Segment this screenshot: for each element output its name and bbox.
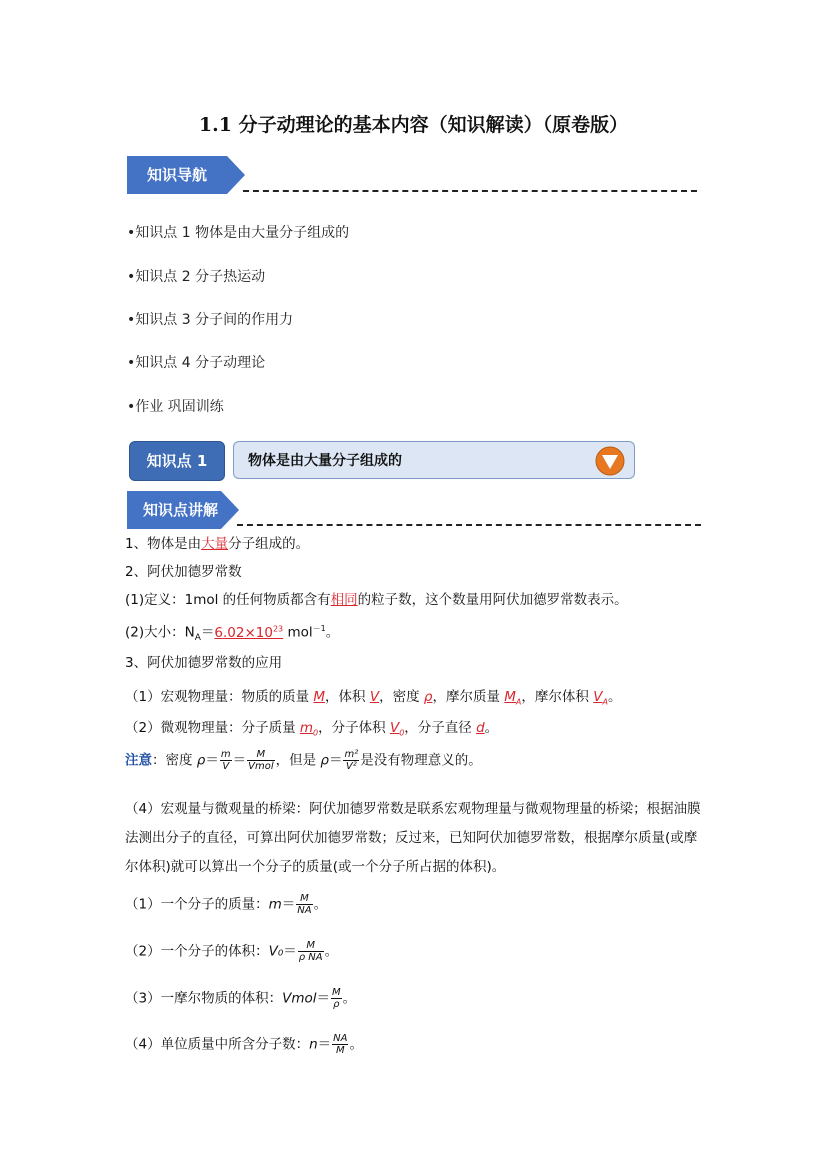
nav-banner-divider — [243, 190, 697, 192]
formula-4: （4）单位质量中所含分子数：n＝ $\frac{NA}{M}$ 。 — [125, 1033, 363, 1056]
explain-banner — [127, 491, 701, 529]
line-3: (1)定义：1mol 的任何物质都含有相同的粒子数，这个数量用阿伏加德罗常数表示。 — [125, 592, 628, 608]
line-2: 2、阿伏加德罗常数 — [125, 564, 242, 580]
line-5: 3、阿伏加德罗常数的应用 — [125, 655, 283, 671]
page-title: 1.1 分子动理论的基本内容（知识解读）（原卷版） — [198, 114, 629, 136]
toc-item-homework[interactable]: •作业 巩固训练 — [127, 399, 224, 415]
knowledge-point-title — [233, 441, 635, 479]
note-label: 注意 — [125, 752, 152, 769]
toc-item-1[interactable]: •知识点 1 物体是由大量分子组成的 — [127, 225, 350, 241]
explain-banner-divider — [237, 524, 701, 526]
formula-3: （3）一摩尔物质的体积：Vmol＝ $\frac{M}{\rho}$ 。 — [125, 987, 357, 1010]
line-7: （2）微观物理量：分子质量 $m_0$，分子体积 $V_0$，分子直径 d。 — [125, 720, 499, 738]
toc-item-4[interactable]: •知识点 4 分子动理论 — [127, 355, 266, 371]
line-1: 1、物体是由大量分子组成的。 — [125, 536, 310, 552]
nav-banner — [127, 156, 697, 194]
toc-item-2[interactable]: •知识点 2 分子热运动 — [127, 269, 266, 285]
toc-item-3[interactable]: •知识点 3 分子间的作用力 — [127, 312, 294, 328]
knowledge-point-title-text: 物体是由大量分子组成的 — [248, 453, 402, 469]
knowledge-point-header — [129, 441, 637, 481]
bridge-paragraph: （4）宏观量与微观量的桥梁：阿伏加德罗常数是联系宏观物理量与微观物理量的桥梁；根据油膜法测出分子的直径，可算出阿伏加德罗常数；反过来，已知阿伏加德罗常数，根据摩尔质量(或摩尔体积)就可以算出一个分子的质量(或一个分子所占据的体积)。 — [125, 801, 701, 875]
down-triangle-circle-icon[interactable] — [595, 446, 625, 476]
knowledge-point-label: 知识点 1 — [129, 441, 225, 481]
line-6: （1）宏观物理量：物质的质量 M，体积 V，密度 ρ，摩尔质量 $M_A$，摩尔体积 $V_A$。 — [125, 689, 622, 707]
formula-1: （1）一个分子的质量：m＝ $\frac{M}{NA}$ 。 — [125, 893, 328, 916]
note-line: 注意：密度 ρ＝ $\frac{m}{V}$ ＝ $\frac{M}{\text{Vmol}}$ ，但是 ρ＝ $\frac{\text{m²}}{\text{V²}}$ 是没有物理意义的。 — [125, 749, 482, 772]
line-4: (2)大小：$N_A=6.02\times 10^{23}$ mol$^{-1}$。 — [125, 624, 340, 644]
formula-2: （2）一个分子的体积：V₀＝ $\frac{M}{\text{ρ NA}}$ 。 — [125, 940, 339, 963]
nav-banner-label: 知识导航 — [147, 166, 208, 184]
explain-banner-label: 知识点讲解 — [143, 501, 219, 519]
